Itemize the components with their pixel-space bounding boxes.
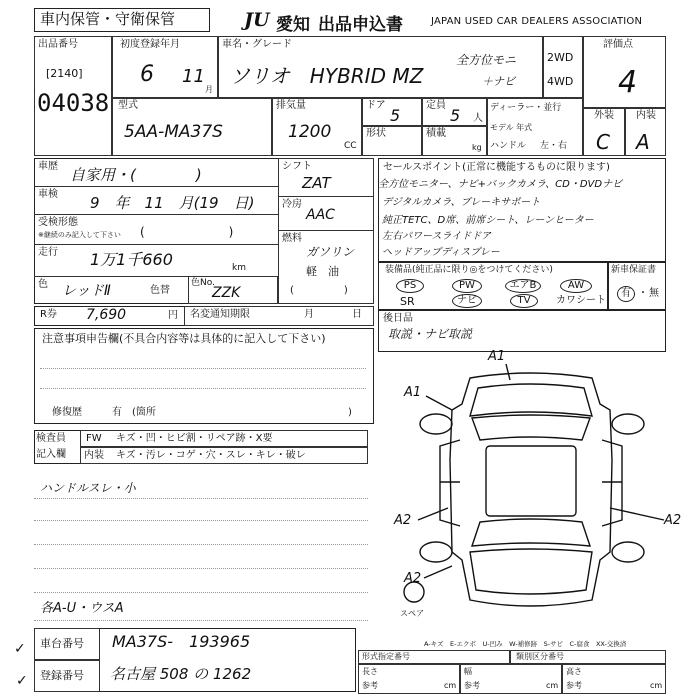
- ac-label: 冷房: [282, 199, 302, 210]
- capacity-label: 定員: [426, 100, 446, 111]
- recycle-value: 7,690: [86, 307, 127, 323]
- equip-sr: SR: [400, 295, 415, 308]
- door-value: 5: [390, 106, 401, 125]
- height-label: 高さ: [566, 667, 582, 676]
- grade-note-1: 全方位モニ: [456, 53, 517, 67]
- car-wheel-fr: [612, 414, 644, 434]
- class-label: 類別区分番号: [516, 652, 564, 661]
- displacement-unit: CC: [344, 141, 357, 151]
- car-wheel-rr: [612, 542, 644, 562]
- inspection-value: 9 年 11 月(19 日): [90, 194, 255, 212]
- lot-number: 04038: [37, 89, 110, 117]
- inspector-row-1-items: キズ・凹・ヒビ割・リペア跡・X要: [116, 433, 273, 444]
- first-reg-year: 6: [140, 62, 154, 87]
- inspector-label-1: 検査員: [36, 433, 66, 444]
- warranty-label: 新車保証書: [611, 265, 657, 275]
- shape-label: 形状: [366, 128, 386, 139]
- width-ref: 参考: [464, 681, 480, 690]
- recycle-label: R券: [40, 309, 57, 320]
- check-mark-2: ✓: [16, 673, 28, 689]
- fuel-value-gasoline: ガソリン: [306, 245, 355, 259]
- first-reg-month: 11: [182, 66, 205, 87]
- equip-airbag: エアB: [505, 279, 541, 293]
- car-wheel-rl: [420, 542, 452, 562]
- inspector-remark-2: 各A-U・ウスA: [40, 601, 124, 616]
- after-items-value: 取説・ナビ取説: [388, 327, 473, 341]
- fuel-bracket: ( ): [290, 285, 348, 296]
- association-name: JAPAN USED CAR DEALERS ASSOCIATION: [431, 16, 643, 27]
- shift-label: シフト: [282, 161, 312, 172]
- inspection-form-sub: ※継続のみ記入して下さい: [38, 231, 121, 239]
- logo-mark: JU: [244, 9, 270, 31]
- first-reg-label: 初度登録年月: [120, 39, 180, 50]
- mark-leader: [610, 508, 664, 520]
- inspection-form-value: ( ): [140, 225, 234, 239]
- car-hood: [470, 384, 592, 416]
- chassis-number: MA37S- 193965: [112, 632, 251, 651]
- cert-label: 形式指定番号: [362, 652, 410, 661]
- dealer-label: ディーラー・並行: [490, 103, 562, 113]
- car-roof: [486, 446, 576, 516]
- notes-label: 注意事項申告欄(不具合内容等は具体的に記入して下さい): [42, 332, 326, 345]
- sales-points-label: セールスポイント(正常に機能するものに限ります): [383, 162, 610, 173]
- use-value: 自家用・( ): [70, 166, 202, 184]
- width-unit: cm: [546, 681, 559, 690]
- sales-point-3: 純正TETC、D席、前席シート、レーンヒーター: [382, 215, 594, 226]
- equip-navi: ナビ: [452, 294, 482, 308]
- capacity-value: 5: [450, 106, 461, 125]
- interior-grade: A: [636, 130, 650, 154]
- height-unit: cm: [650, 681, 663, 690]
- check-mark-1: ✓: [14, 641, 26, 657]
- tax-deadline-label: 名変通知期限: [190, 309, 250, 320]
- height-ref: 参考: [566, 681, 582, 690]
- drive-2wd: 2WD: [547, 51, 574, 64]
- mark-leader: [424, 566, 452, 578]
- recycle-unit: 円: [168, 310, 178, 321]
- sales-point-1: 全方位モニター、ナビ+バックカメラ、CD・DVDナビ: [378, 179, 623, 190]
- repair-label: 修復歴: [52, 407, 82, 418]
- color-code: ZZK: [212, 285, 241, 301]
- mark-leader: [418, 508, 448, 520]
- inspector-label-2: 記入欄: [36, 449, 66, 460]
- car-trunk: [470, 549, 592, 594]
- load-label: 積載: [426, 128, 446, 139]
- sales-point-4: 左右パワースライドドア: [382, 231, 491, 242]
- chassis-label: 車台番号: [40, 637, 84, 650]
- ac-value: AAC: [306, 207, 335, 223]
- registration-number-label: 登録番号: [40, 669, 84, 682]
- damage-mark-rear-left: A2: [404, 571, 422, 586]
- mileage-value: 1万1千660: [90, 250, 173, 269]
- damage-mark-left: A2: [394, 513, 412, 528]
- equip-tv: TV: [510, 294, 538, 308]
- door-label: ドア: [366, 100, 386, 111]
- color-change-label: 色替: [150, 285, 170, 296]
- drive-4wd: 4WD: [547, 75, 574, 88]
- displacement-label: 排気量: [276, 100, 306, 111]
- repair-value: 有 (箇所: [112, 407, 156, 418]
- lot-label: 出品番号: [38, 39, 78, 50]
- fuel-label: 燃料: [282, 233, 302, 244]
- length-label: 長さ: [362, 667, 378, 676]
- load-unit: kg: [472, 143, 482, 152]
- exterior-grade: C: [596, 130, 610, 154]
- logo-region: 愛知: [276, 15, 310, 35]
- inspector-row-1-head: FW: [86, 433, 102, 444]
- color-label: 色: [38, 279, 48, 290]
- warranty-yes: 有: [617, 286, 635, 302]
- after-items-label: 後日品: [383, 313, 413, 324]
- equip-pw: PW: [452, 279, 482, 293]
- car-name: ソリオ HYBRID MZ: [230, 64, 424, 88]
- equipment-label: 装備品(純正品に限り◎をつけてください): [385, 265, 553, 275]
- car-body-outline: [450, 373, 612, 606]
- fuel-value-diesel: 軽 油: [306, 265, 339, 278]
- use-label: 車歴: [38, 161, 58, 172]
- repair-close: ): [348, 407, 352, 418]
- inspector-row-2-items: キズ・汚レ・コゲ・穴・スレ・キレ・破レ: [116, 450, 306, 461]
- inspector-remark-1: ハンドルスレ・小: [40, 481, 136, 495]
- warranty-separator: ・: [638, 288, 648, 299]
- handle-label: ハンドル: [490, 141, 527, 151]
- equip-ps: PS: [396, 279, 424, 293]
- car-wheel-fl: [420, 414, 452, 434]
- tax-day-label: 日: [352, 309, 362, 320]
- length-ref: 参考: [362, 681, 378, 690]
- tax-month-label: 月: [304, 309, 314, 320]
- model-label: 型式: [118, 100, 138, 111]
- damage-legend: A-キズ E-エクボ U-凹み W-補修跡 S-サビ C-腐食 XX-交換済: [424, 640, 627, 648]
- document-title: 出品申込書: [318, 15, 403, 35]
- spare-label: スペア: [400, 609, 424, 618]
- sales-point-2: デジタルカメラ、ブレーキサポート: [382, 197, 541, 208]
- month-unit: 月: [205, 85, 213, 94]
- mileage-unit: km: [232, 263, 246, 273]
- damage-mark-right: A2: [664, 513, 682, 528]
- shift-value: ZAT: [302, 174, 331, 192]
- exterior-label: 外装: [594, 110, 614, 121]
- sales-point-5: ヘッドアップディスプレー: [382, 247, 500, 258]
- car-name-label: 車名・グレード: [222, 39, 292, 50]
- model-year-label: モデル 年式: [490, 123, 533, 132]
- grade-note-2: ＋ナビ: [482, 75, 515, 88]
- length-unit: cm: [444, 681, 457, 690]
- displacement-value: 1200: [288, 122, 332, 142]
- score-value: 4: [618, 65, 638, 100]
- mark-leader: [506, 364, 510, 380]
- damage-mark-front: A1: [488, 349, 506, 364]
- interior-label: 内装: [636, 110, 656, 121]
- inspection-label: 車検: [38, 189, 58, 200]
- mileage-label: 走行: [38, 247, 58, 258]
- mark-leader: [426, 396, 452, 410]
- equip-seat: カワシート: [556, 295, 606, 306]
- handle-options: 左・右: [540, 141, 568, 151]
- color-code-label: 色No.: [191, 278, 215, 288]
- storage-tag: 車内保管・守衛保管: [40, 10, 176, 28]
- score-label: 評価点: [603, 39, 633, 50]
- car-windshield: [472, 415, 590, 440]
- warranty-no: 無: [649, 288, 659, 299]
- registration-number: 名古屋 508 の 1262: [110, 665, 252, 683]
- damage-mark-front-left: A1: [404, 385, 422, 400]
- width-label: 幅: [464, 667, 472, 676]
- inspection-form-label: 受検形態: [38, 217, 78, 228]
- capacity-unit: 人: [473, 113, 483, 124]
- inspector-row-2-head: 内装: [84, 450, 104, 461]
- equip-aw: AW: [560, 279, 592, 293]
- lot-bracket: [2140]: [46, 67, 83, 80]
- color-value: レッドⅡ: [62, 283, 111, 299]
- model-value: 5AA-MA37S: [124, 122, 223, 142]
- car-rear-window: [472, 519, 590, 546]
